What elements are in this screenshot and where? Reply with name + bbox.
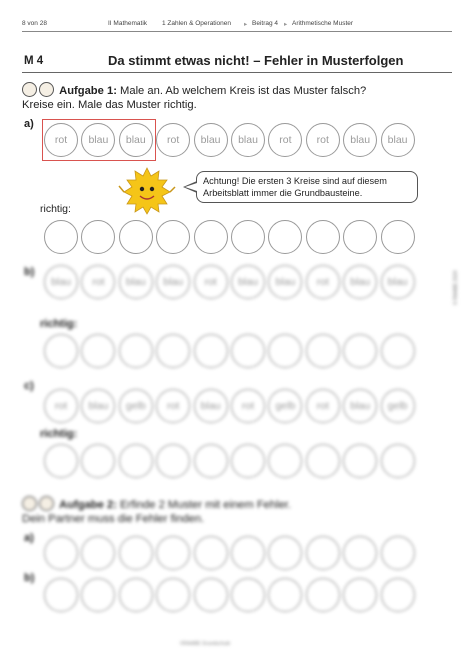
pattern-circle[interactable]: blau <box>268 265 302 299</box>
task2-text-line2: Dein Partner muss die Fehler finden. <box>22 513 205 525</box>
pattern-circle[interactable]: blau <box>119 265 153 299</box>
header-divider <box>22 31 452 32</box>
pattern-circle[interactable] <box>194 444 228 478</box>
pattern-circle[interactable]: rot <box>231 389 265 423</box>
pattern-circle[interactable] <box>343 578 377 612</box>
title-divider <box>22 72 452 73</box>
sun-mascot-icon <box>118 164 176 216</box>
topic: Arithmetische Muster <box>292 20 354 27</box>
pattern-circle[interactable]: rot <box>306 389 340 423</box>
pattern-circle[interactable] <box>343 536 377 570</box>
row-e-label: b) <box>24 572 35 584</box>
chevron-right-icon: ▸ <box>244 21 248 28</box>
pattern-circle[interactable] <box>381 444 415 478</box>
pattern-circle[interactable]: blau <box>194 123 228 157</box>
pattern-circle[interactable] <box>44 536 78 570</box>
subject: II Mathematik <box>108 20 148 27</box>
pattern-circle[interactable] <box>156 444 190 478</box>
pattern-circle[interactable]: blau <box>343 265 377 299</box>
pattern-circle[interactable] <box>381 334 415 368</box>
pattern-circle[interactable] <box>119 334 153 368</box>
pattern-circle[interactable] <box>268 334 302 368</box>
pattern-circle[interactable]: rot <box>44 123 78 157</box>
pattern-circle[interactable] <box>81 334 115 368</box>
pattern-circle[interactable] <box>343 220 377 254</box>
pattern-circle[interactable]: rot <box>81 265 115 299</box>
pattern-circle[interactable]: rot <box>268 123 302 157</box>
pattern-circle[interactable] <box>194 536 228 570</box>
pattern-circle[interactable]: rot <box>194 265 228 299</box>
pattern-circle[interactable]: rot <box>44 389 78 423</box>
pattern-circle[interactable] <box>44 334 78 368</box>
pattern-circle[interactable]: blau <box>194 389 228 423</box>
hint-bubble <box>196 171 418 203</box>
pattern-circle[interactable] <box>156 334 190 368</box>
pattern-circle[interactable]: blau <box>119 123 153 157</box>
pattern-circle[interactable]: rot <box>156 389 190 423</box>
task1-text-line2: Kreise ein. Male das Muster richtig. <box>22 99 197 111</box>
pattern-circle[interactable] <box>231 578 265 612</box>
pattern-circle[interactable] <box>44 444 78 478</box>
pattern-circle[interactable]: blau <box>381 123 415 157</box>
pattern-circle[interactable]: rot <box>306 123 340 157</box>
pattern-circle[interactable] <box>194 578 228 612</box>
pattern-circle[interactable]: gelb <box>381 389 415 423</box>
task2-instructions <box>22 496 291 526</box>
row-a-label: a) <box>24 118 34 130</box>
pattern-circle[interactable]: rot <box>306 265 340 299</box>
task1-instructions <box>22 82 366 112</box>
side-copyright: © RAABE 2024 <box>453 270 459 305</box>
task2-text: Erfinde 2 Muster mit einem Fehler. <box>120 499 292 511</box>
pattern-circle[interactable] <box>268 220 302 254</box>
richtig-c-label: richtig: <box>40 428 78 440</box>
task2-label: Aufgabe 2: <box>59 499 117 511</box>
pattern-circle[interactable] <box>231 220 265 254</box>
pattern-circle[interactable] <box>381 536 415 570</box>
pattern-circle[interactable] <box>44 578 78 612</box>
pattern-circle[interactable] <box>268 444 302 478</box>
chapter: 1 Zahlen & Operationen <box>162 20 232 27</box>
partner-work-icon <box>39 82 54 97</box>
pattern-circle[interactable]: blau <box>44 265 78 299</box>
pattern-circle[interactable] <box>81 220 115 254</box>
pattern-circle[interactable]: blau <box>81 389 115 423</box>
pattern-circle[interactable]: blau <box>343 123 377 157</box>
chevron-right-icon: ▸ <box>284 21 288 28</box>
pattern-circle[interactable]: gelb <box>119 389 153 423</box>
pattern-circle[interactable] <box>156 220 190 254</box>
pattern-circle[interactable] <box>268 578 302 612</box>
pattern-circle[interactable]: blau <box>156 265 190 299</box>
pattern-circle[interactable] <box>231 444 265 478</box>
pattern-circle[interactable] <box>119 578 153 612</box>
pattern-circle[interactable]: rot <box>156 123 190 157</box>
pattern-circle[interactable]: blau <box>231 265 265 299</box>
pattern-circle[interactable] <box>156 578 190 612</box>
pattern-circle[interactable] <box>231 536 265 570</box>
pattern-circle[interactable]: blau <box>343 389 377 423</box>
task1-label: Aufgabe 1: <box>59 85 117 97</box>
speech-bubble-tail-inner <box>185 183 197 191</box>
pencil-icon <box>22 82 37 97</box>
worksheet-code: M 4 <box>24 55 44 67</box>
pattern-circle[interactable] <box>119 536 153 570</box>
pattern-circle[interactable] <box>381 578 415 612</box>
richtig-label: richtig: <box>40 203 71 215</box>
row-d-label: a) <box>24 532 34 544</box>
pattern-circle[interactable] <box>306 444 340 478</box>
pattern-circle[interactable] <box>81 444 115 478</box>
pencil-icon <box>39 496 54 511</box>
hint-line2: Arbeitsblatt immer die Grundbausteine. <box>203 188 363 198</box>
pattern-circle[interactable] <box>306 578 340 612</box>
pattern-circle[interactable] <box>381 220 415 254</box>
partner-work-icon <box>22 496 37 511</box>
pattern-circle[interactable] <box>81 578 115 612</box>
pattern-circle[interactable]: blau <box>231 123 265 157</box>
pattern-circle[interactable] <box>343 334 377 368</box>
pattern-circle[interactable] <box>81 536 115 570</box>
footer-text: ©RAABE Grundschule <box>180 641 231 647</box>
pattern-circle[interactable] <box>194 334 228 368</box>
task1-text-line1: Male an. Ab welchem Kreis ist das Muster falsch? <box>120 85 367 97</box>
row-b-label: b) <box>24 266 35 278</box>
pattern-circle[interactable] <box>119 220 153 254</box>
richtig-b-label: richtig: <box>40 318 78 330</box>
pattern-circle[interactable] <box>44 220 78 254</box>
worksheet-title: Da stimmt etwas nicht! – Fehler in Musterfolgen <box>108 53 404 68</box>
pattern-circle[interactable] <box>343 444 377 478</box>
pattern-circle[interactable] <box>231 334 265 368</box>
pattern-circle[interactable] <box>306 536 340 570</box>
page-number: 8 von 28 <box>22 20 47 27</box>
contribution: Beitrag 4 <box>252 20 279 27</box>
page-header <box>22 18 452 32</box>
pattern-circle[interactable] <box>194 220 228 254</box>
pattern-circle[interactable] <box>306 334 340 368</box>
pattern-circle[interactable] <box>268 536 302 570</box>
pattern-circle[interactable]: gelb <box>268 389 302 423</box>
row-c-label: c) <box>24 380 34 392</box>
pattern-circle[interactable] <box>156 536 190 570</box>
pattern-circle[interactable]: blau <box>81 123 115 157</box>
pattern-circle[interactable] <box>306 220 340 254</box>
pattern-circle[interactable] <box>119 444 153 478</box>
pattern-circle[interactable]: blau <box>381 265 415 299</box>
hint-line1: Achtung! Die ersten 3 Kreise sind auf diesem <box>203 176 387 186</box>
